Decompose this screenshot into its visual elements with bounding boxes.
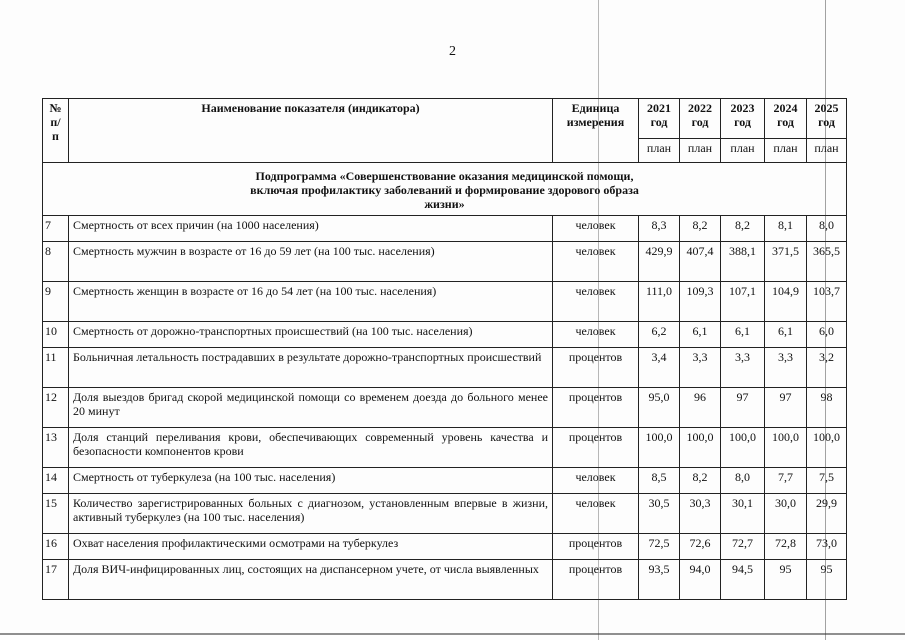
indicator-value: 104,9 (765, 282, 807, 322)
indicator-value: 7,7 (765, 468, 807, 494)
plan-cell: план (680, 139, 721, 163)
table-row (43, 322, 847, 348)
subprogram-title: Подпрограмма «Совершенствование оказания медицинской помощи, включая профилактику заболеваний и формирование здорового образа жизни» (43, 163, 847, 216)
indicator-value: 94,0 (680, 560, 721, 600)
header-unit: Единица измерения (553, 99, 639, 163)
row-number: 14 (43, 468, 69, 494)
table-row (43, 242, 847, 282)
indicator-name: Смертность от дорожно-транспортных происшествий (на 100 тыс. населения) (69, 322, 553, 348)
row-number: 11 (43, 348, 69, 388)
indicator-value: 96 (680, 388, 721, 428)
indicator-unit: человек (553, 282, 639, 322)
indicator-name: Доля выездов бригад скорой медицинской помощи со временем доезда до больного менее 20 минут (69, 388, 553, 428)
indicator-value: 8,5 (639, 468, 680, 494)
indicator-value: 3,3 (721, 348, 765, 388)
indicator-value: 30,1 (721, 494, 765, 534)
indicator-value: 7,5 (807, 468, 847, 494)
indicators-table (42, 98, 847, 600)
indicator-value: 8,3 (639, 216, 680, 242)
indicator-name: Смертность женщин в возрасте от 16 до 54 лет (на 100 тыс. населения) (69, 282, 553, 322)
indicator-value: 6,1 (680, 322, 721, 348)
indicator-value: 111,0 (639, 282, 680, 322)
row-number: 16 (43, 534, 69, 560)
indicator-unit: процентов (553, 388, 639, 428)
indicator-value: 6,0 (807, 322, 847, 348)
scan-line (825, 0, 826, 640)
indicator-value: 371,5 (765, 242, 807, 282)
indicator-value: 6,1 (765, 322, 807, 348)
indicator-value: 95,0 (639, 388, 680, 428)
indicator-value: 8,1 (765, 216, 807, 242)
header-row (43, 99, 847, 139)
table-row (43, 534, 847, 560)
indicator-unit: человек (553, 216, 639, 242)
row-number: 7 (43, 216, 69, 242)
indicator-value: 6,2 (639, 322, 680, 348)
indicator-value: 72,5 (639, 534, 680, 560)
indicator-unit: процентов (553, 534, 639, 560)
indicator-unit: человек (553, 322, 639, 348)
table-row (43, 560, 847, 600)
indicator-value: 3,2 (807, 348, 847, 388)
header-year-2022: 2022 год (680, 99, 721, 139)
indicator-value: 100,0 (639, 428, 680, 468)
indicator-value: 93,5 (639, 560, 680, 600)
indicator-name: Смертность от всех причин (на 1000 населения) (69, 216, 553, 242)
indicator-value: 30,5 (639, 494, 680, 534)
indicator-value: 365,5 (807, 242, 847, 282)
indicator-value: 100,0 (807, 428, 847, 468)
indicator-value: 100,0 (765, 428, 807, 468)
indicator-value: 8,2 (680, 216, 721, 242)
table-row (43, 468, 847, 494)
indicator-value: 100,0 (680, 428, 721, 468)
indicator-value: 100,0 (721, 428, 765, 468)
indicator-name: Охват населения профилактическими осмотрами на туберкулез (69, 534, 553, 560)
row-number: 12 (43, 388, 69, 428)
subprogram-row (43, 163, 847, 216)
indicator-name: Смертность от туберкулеза (на 100 тыс. населения) (69, 468, 553, 494)
indicator-name: Количество зарегистрированных больных с диагнозом, установленным впервые в жизни, активный туберкулез (на 100 тыс. населения) (69, 494, 553, 534)
page-number: 2 (449, 44, 456, 59)
row-number: 13 (43, 428, 69, 468)
indicator-name: Смертность мужчин в возрасте от 16 до 59 лет (на 100 тыс. населения) (69, 242, 553, 282)
header-year-2023: 2023 год (721, 99, 765, 139)
indicator-value: 98 (807, 388, 847, 428)
header-name: Наименование показателя (индикатора) (69, 99, 553, 163)
row-number: 8 (43, 242, 69, 282)
indicator-value: 8,2 (680, 468, 721, 494)
indicator-value: 94,5 (721, 560, 765, 600)
plan-cell: план (639, 139, 680, 163)
indicator-name: Больничная летальность пострадавших в результате дорожно-транспортных происшествий (69, 348, 553, 388)
indicator-value: 97 (765, 388, 807, 428)
indicator-value: 95 (807, 560, 847, 600)
indicator-value: 72,8 (765, 534, 807, 560)
indicator-value: 109,3 (680, 282, 721, 322)
scan-line (0, 633, 905, 635)
indicator-value: 429,9 (639, 242, 680, 282)
table-row (43, 282, 847, 322)
indicator-value: 8,0 (807, 216, 847, 242)
row-number: 17 (43, 560, 69, 600)
table-row (43, 428, 847, 468)
scan-line (598, 0, 599, 640)
indicator-value: 103,7 (807, 282, 847, 322)
indicator-value: 97 (721, 388, 765, 428)
indicator-name: Доля станций переливания крови, обеспечивающих современный уровень качества и безопасности компонентов крови (69, 428, 553, 468)
indicator-value: 73,0 (807, 534, 847, 560)
indicator-name: Доля ВИЧ-инфицированных лиц, состоящих на диспансерном учете, от числа выявленных (69, 560, 553, 600)
indicator-unit: человек (553, 468, 639, 494)
plan-cell: план (765, 139, 807, 163)
indicator-unit: человек (553, 242, 639, 282)
indicator-unit: процентов (553, 428, 639, 468)
table-row (43, 388, 847, 428)
row-number: 9 (43, 282, 69, 322)
indicator-value: 72,7 (721, 534, 765, 560)
table-row (43, 494, 847, 534)
indicator-value: 29,9 (807, 494, 847, 534)
indicator-value: 6,1 (721, 322, 765, 348)
table-row (43, 348, 847, 388)
table-row (43, 216, 847, 242)
indicator-value: 95 (765, 560, 807, 600)
indicator-value: 407,4 (680, 242, 721, 282)
indicator-value: 107,1 (721, 282, 765, 322)
header-year-2025: 2025 год (807, 99, 847, 139)
plan-cell: план (807, 139, 847, 163)
plan-cell: план (721, 139, 765, 163)
indicator-value: 3,3 (765, 348, 807, 388)
indicator-unit: процентов (553, 348, 639, 388)
indicator-unit: процентов (553, 560, 639, 600)
indicator-value: 8,2 (721, 216, 765, 242)
indicator-value: 3,3 (680, 348, 721, 388)
indicator-value: 72,6 (680, 534, 721, 560)
row-number: 10 (43, 322, 69, 348)
indicator-value: 8,0 (721, 468, 765, 494)
indicator-value: 30,3 (680, 494, 721, 534)
indicator-unit: человек (553, 494, 639, 534)
header-year-2024: 2024 год (765, 99, 807, 139)
header-year-2021: 2021 год (639, 99, 680, 139)
indicator-value: 30,0 (765, 494, 807, 534)
header-num: № п/п (43, 99, 69, 163)
indicator-value: 3,4 (639, 348, 680, 388)
indicator-value: 388,1 (721, 242, 765, 282)
row-number: 15 (43, 494, 69, 534)
